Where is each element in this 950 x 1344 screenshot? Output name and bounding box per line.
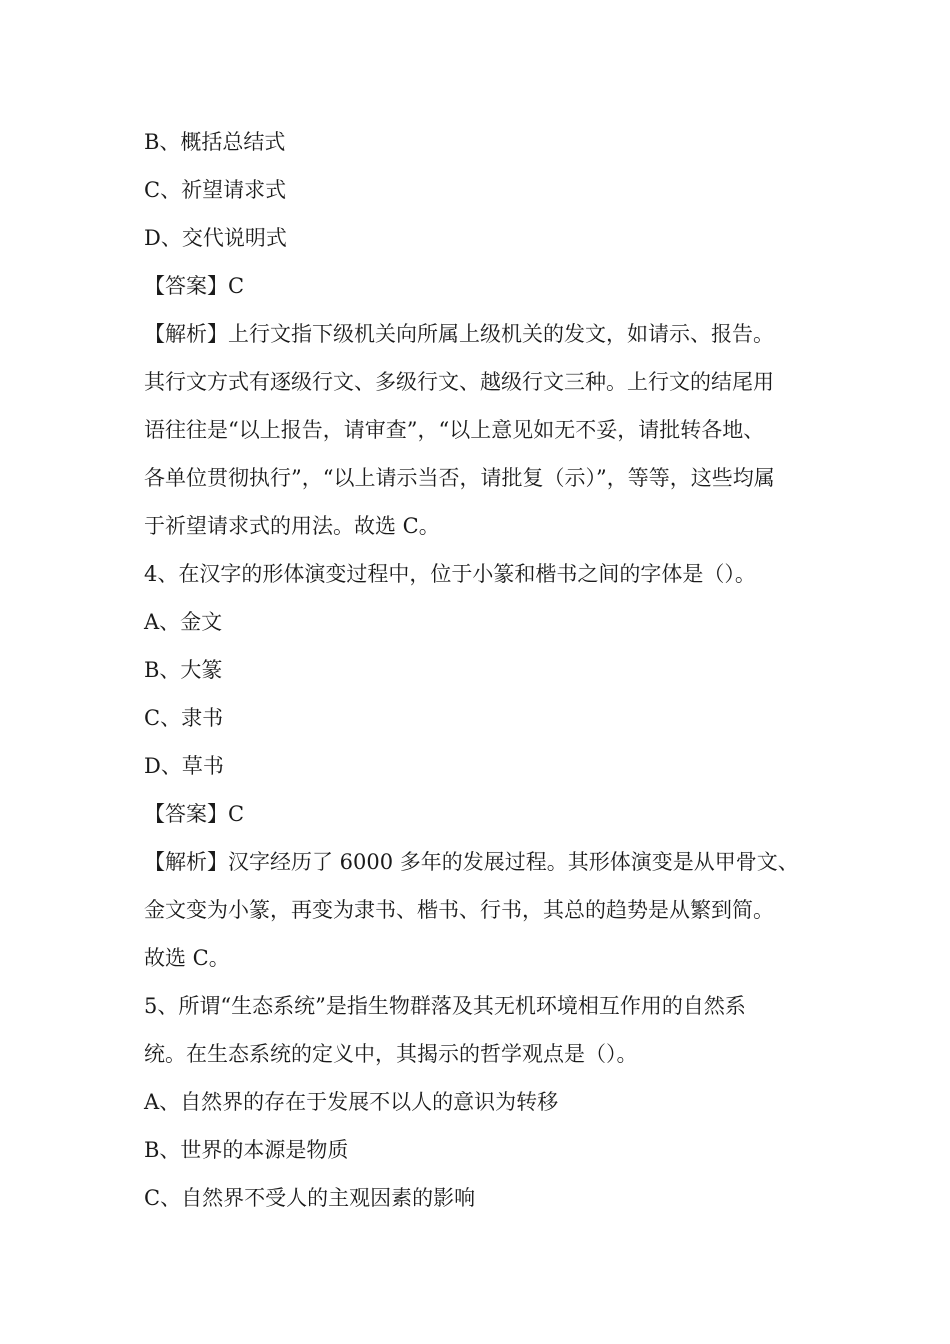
q4-answer: 【答案】C xyxy=(144,802,245,826)
q3-analysis-line: 各单位贯彻执行”，“以上请示当否，请批复（示）”，等等，这些均属 xyxy=(144,466,775,490)
q4-analysis-line: 故选 C。 xyxy=(144,946,230,970)
q4-option-b: B、大篆 xyxy=(144,658,223,682)
q3-option-b: B、概括总结式 xyxy=(144,130,286,154)
document-page xyxy=(144,118,816,1222)
q4-option-a: A、金文 xyxy=(144,610,223,634)
q5-option-a: A、自然界的存在于发展不以人的意识为转移 xyxy=(144,1090,559,1114)
q5-question-line: 统。在生态系统的定义中，其揭示的哲学观点是（）。 xyxy=(144,1042,638,1066)
q5-option-b: B、世界的本源是物质 xyxy=(144,1138,349,1162)
q4-option-c: C、隶书 xyxy=(144,706,224,730)
q4-analysis-line: 金文变为小篆，再变为隶书、楷书、行书，其总的趋势是从繁到简。 xyxy=(144,898,774,922)
q3-option-d: D、交代说明式 xyxy=(144,226,287,250)
q3-analysis-line: 【解析】上行文指下级机关向所属上级机关的发文，如请示、报告。 xyxy=(144,322,774,346)
q3-answer: 【答案】C xyxy=(144,274,245,298)
q5-question-line: 5、所谓“生态系统”是指生物群落及其无机环境相互作用的自然系 xyxy=(144,994,746,1018)
q4-option-d: D、草书 xyxy=(144,754,224,778)
q4-analysis-line: 【解析】汉字经历了 6000 多年的发展过程。其形体演变是从甲骨文、 xyxy=(144,850,799,874)
q3-option-c: C、祈望请求式 xyxy=(144,178,287,202)
q3-analysis-line: 于祈望请求式的用法。故选 C。 xyxy=(144,514,440,538)
q5-option-c: C、自然界不受人的主观因素的影响 xyxy=(144,1186,476,1210)
q3-analysis-line: 语往往是“以上报告，请审查”，“以上意见如无不妥，请批转各地、 xyxy=(144,418,765,442)
q3-analysis-line: 其行文方式有逐级行文、多级行文、越级行文三种。上行文的结尾用 xyxy=(144,370,774,394)
q4-question: 4、在汉字的形体演变过程中，位于小篆和楷书之间的字体是（）。 xyxy=(144,562,756,586)
